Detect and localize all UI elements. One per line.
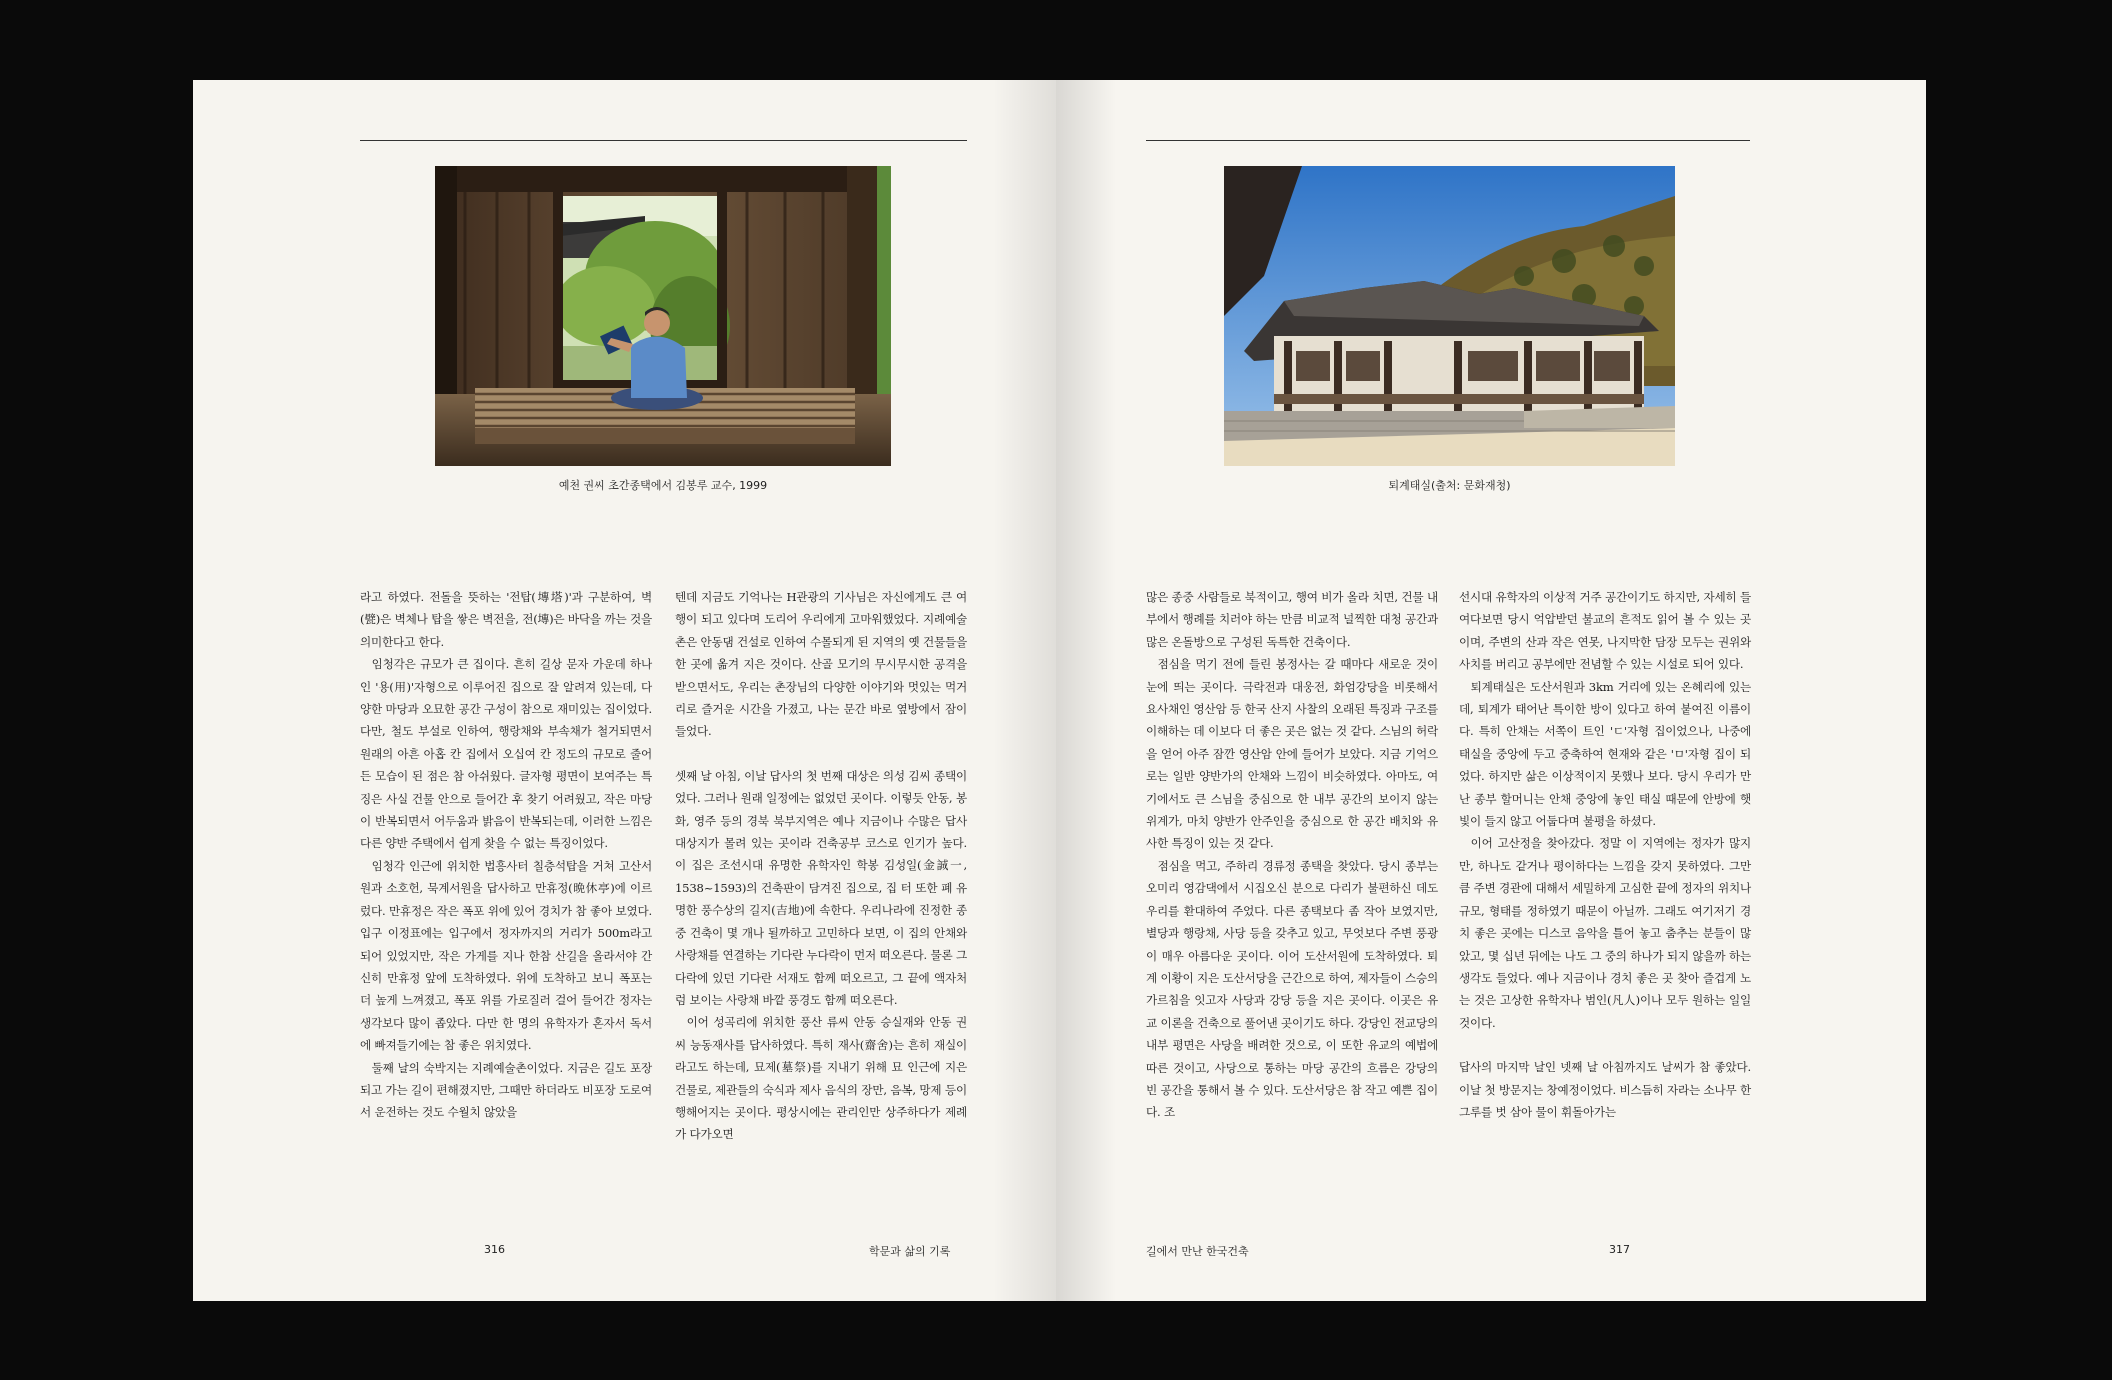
running-title: 학문과 삶의 기록	[869, 1245, 951, 1258]
paragraph: 라고 하였다. 전돌을 뜻하는 '전탑(塼塔)'과 구분하여, 벽(甓)은 벽체나 탑을 쌓은 벽전을, 전(塼)은 바닥을 까는 것을 의미한다고 한다.	[360, 590, 652, 649]
top-rule	[360, 140, 967, 141]
text-column-2	[1459, 586, 1751, 1123]
right-page	[1056, 80, 1926, 1301]
paragraph: 점심을 먹기 전에 들린 봉정사는 갈 때마다 새로운 것이 눈에 띄는 곳이다. 극락전과 대웅전, 화엄강당을 비롯해서 요사채인 영산암 등 한국 산지 사찰의 오래된 특징과 구조를 이해하는 데 이보다 더 좋은 곳은 없는 것 같다. 스님의 허락을 얻어 아주 잠깐 영산암 안에 들어가 보았다. 지금 기억으로는 일반 양반가의 안채와 느낌이 비슷하였다. 아마도, 여기에서도 큰 스님을 중심으로 한 내부 공간의 보이지 않는 위계가, 마치 양반가 안주인을 중심으로 한 공간 배치와 유사한 특징이 있는 것 같다.	[1146, 657, 1438, 851]
text-column-1	[360, 586, 652, 1124]
photo-caption: 퇴계태실(출처: 문화재청)	[1388, 479, 1511, 492]
left-page	[193, 80, 1063, 1301]
photo-caption: 예천 권씨 초간종택에서 김봉루 교수, 1999	[558, 479, 768, 492]
text-column-2	[675, 586, 967, 1146]
paragraph: 셋째 날 아침, 이날 답사의 첫 번째 대상은 의성 김씨 종택이었다. 그러나 원래 일정에는 없었던 곳이다. 이렇듯 안동, 봉화, 영주 등의 경북 북부지역은 예나 지금이나 수많은 답사 대상지가 몰려 있는 곳이라 건축공부 코스로 인기가 높다. 이 집은 조선시대 유명한 유학자인 학봉 김성일(金誠一, 1538~1593)의 건축판이 담겨진 집으로, 집 터 또한 폐 유명한 풍수상의 길지(吉地)에 속한다. 우리나라에 진정한 종중 건축이 몇 개나 될까하고 고민하다 보면, 이 집의 안채와 사랑채를 연결하는 기다란 누다락이 먼저 떠오른다. 물론 그 다락에 있던 기다란 서재도 함께 떠오르고, 그 끝에 액자처럼 보이는 사랑채 바깥 풍경도 함께 떠오른다.	[675, 768, 967, 1007]
paragraph: 답사의 마지막 날인 넷째 날 아침까지도 날씨가 참 좋았다. 이날 첫 방문지는 창예정이었다. 비스듬히 자라는 소나무 한 그루를 벗 삼아 물이 휘돌아가는	[1459, 1060, 1751, 1119]
running-title: 길에서 만난 한국건축	[1146, 1245, 1249, 1258]
paragraph: 많은 종중 사람들로 북적이고, 행여 비가 올라 치면, 건물 내부에서 행례를 치러야 하는 만큼 비교적 널찍한 대청 공간과 많은 온돌방으로 구성된 독특한 건축이다.	[1146, 590, 1438, 649]
top-rule	[1146, 140, 1750, 141]
paragraph: 퇴계태실은 도산서원과 3km 거리에 있는 온혜리에 있는데, 퇴계가 태어난 특이한 방이 있다고 하여 붙여진 이름이다. 특히 안채는 서쪽이 트인 'ㄷ'자형 집이었으나, 나중에 태실을 중앙에 두고 중축하여 현재와 같은 'ㅁ'자형 집이 되었다. 하지만 삶은 이상적이지 못했나 보다. 당시 우리가 만난 종부 할머니는 안채 중앙에 놓인 태실 때문에 안방에 햇빛이 들지 않고 어둡다며 불평을 하셨다.	[1459, 679, 1751, 829]
paragraph: 선시대 유학자의 이상적 거주 공간이기도 하지만, 자세히 들여다보면 당시 억압받던 불교의 흔적도 읽어 볼 수 있는 곳이며, 주변의 산과 작은 연못, 나지막한 담장 모두는 권위와 사치를 버리고 공부에만 전념할 수 있는 시설로 되어 있다.	[1459, 590, 1751, 672]
paragraph: 임청각 인근에 위치한 법흥사터 칠층석탑을 거쳐 고산서원과 소호헌, 묵계서원을 답사하고 만휴정(晩休亭)에 이르렀다. 만휴정은 작은 폭포 위에 있어 경치가 참 좋아 보였다. 입구 이정표에는 입구에서 정자까지의 거리가 500m라고 되어 있었지만, 작은 가게를 지나 한참 산길을 올라서야 간신히 만휴정 앞에 도착하였다. 위에 도착하고 보니 폭포는 더 높게 느껴졌고, 폭포 위를 가로질러 걸어 들어간 정자는 생각보다 많이 좁았다. 다만 한 명의 유학자가 혼자서 독서에 빠져들기에는 참 좋은 위치였다.	[360, 858, 652, 1053]
paragraph: 텐데 지금도 기억나는 H관광의 기사님은 자신에게도 큰 여행이 되고 있다며 도리어 우리에게 고마워했었다. 지례예술촌은 안동댐 건설로 인하여 수몰되게 된 지역의 옛 건물들을 한 곳에 옮겨 지은 것이다. 산골 모기의 무시무시한 공격을 받으면서도, 우리는 촌장님의 다양한 이야기와 멋있는 먹거리로 즐거운 시간을 가졌고, 나는 문간 바로 옆방에서 잠이 들었다.	[675, 590, 967, 739]
paragraph: 둘째 날의 숙박지는 지례예술촌이었다. 지금은 길도 포장되고 가는 길이 편해졌지만, 그때만 하더라도 비포장 도로여서 운전하는 것도 수월치 않았을	[360, 1060, 652, 1120]
paragraph: 이어 고산정을 찾아갔다. 정말 이 지역에는 정자가 많지만, 하나도 같거나 평이하다는 느낌을 갖지 못하였다. 그만큼 주변 경관에 대해서 세밀하게 고심한 끝에 정자의 위치나 규모, 형태를 정하였기 때문이 아닐까. 그래도 여기저기 경치 좋은 곳에는 디스코 음악을 틀어 놓고 춤추는 분들이 많았고, 몇 십년 뒤에는 나도 그 중의 하나가 되지 않을까 하는 생각도 들었다. 예나 지금이나 경치 좋은 곳 찾아 즐겁게 노는 것은 고상한 유학자나 범인(凡人)이나 모두 원하는 일일 것이다.	[1459, 836, 1751, 1030]
photo-scholar-reading	[435, 166, 891, 466]
paragraph: 임청각은 규모가 큰 집이다. 흔히 길상 문자 가운데 하나인 '용(用)'자형으로 이루어진 집으로 잘 알려져 있는데, 다양한 마당과 오묘한 공간 구성이 참으로 재미있는 집이었다. 다만, 철도 부설로 인하여, 행랑채와 부속채가 철거되면서 원래의 아흔 아홉 칸 집에서 오십여 칸 정도의 규모로 줄어든 모습이 된 점은 참 아쉬웠다. 글자형 평면이 보여주는 특징은 사실 건물 안으로 들어간 후 찾기 어려웠고, 작은 마당이 반복되면서 어두움과 밝음이 반복되는데, 이러한 느낌은 다른 양반 주택에서 쉽게 찾을 수 없는 특징이었다.	[360, 657, 652, 851]
page-number: 316	[484, 1243, 505, 1256]
paragraph: 점심을 먹고, 주하리 경류정 종택을 찾았다. 당시 종부는 오미리 영감댁에서 시집오신 분으로 다리가 불편하신 데도 우리를 환대하여 주었다. 다른 종택보다 좀 작아 보였지만, 별당과 행랑채, 사당 등을 갖추고 있고, 무엇보다 주변 풍광이 매우 아름다운 곳이다. 이어 도산서원에 도착하였다. 퇴계 이황이 지은 도산서당을 근간으로 하여, 제자들이 스승의 가르침을 잇고자 사당과 강당 등을 지은 곳이다. 이곳은 유교 이론을 건축으로 풀어낸 곳이기도 하다. 강당인 전교당의 내부 평면은 사당을 배려한 것으로, 이 또한 유교의 예법에 따른 것이고, 사당으로 통하는 마당 공간의 흐름은 강당의 빈 공간을 통해서 볼 수 있다. 도산서당은 참 작고 예쁜 집이다. 조	[1146, 858, 1438, 1120]
text-column-1	[1146, 586, 1438, 1124]
page-number: 317	[1609, 1243, 1630, 1256]
paragraph: 이어 성곡리에 위치한 풍산 류씨 안동 승실재와 안동 권씨 능동재사를 답사하였다. 특히 재사(齋舍)는 흔히 재실이라고도 하는데, 묘제(墓祭)를 지내기 위해 묘 인근에 지은 건물로, 제관들의 숙식과 제사 음식의 장만, 음복, 망제 등이 행해어지는 곳이다. 평상시에는 관리인만 상주하다가 제례가 다가오면	[675, 1015, 967, 1142]
photo-toegye-birthplace	[1224, 166, 1675, 466]
